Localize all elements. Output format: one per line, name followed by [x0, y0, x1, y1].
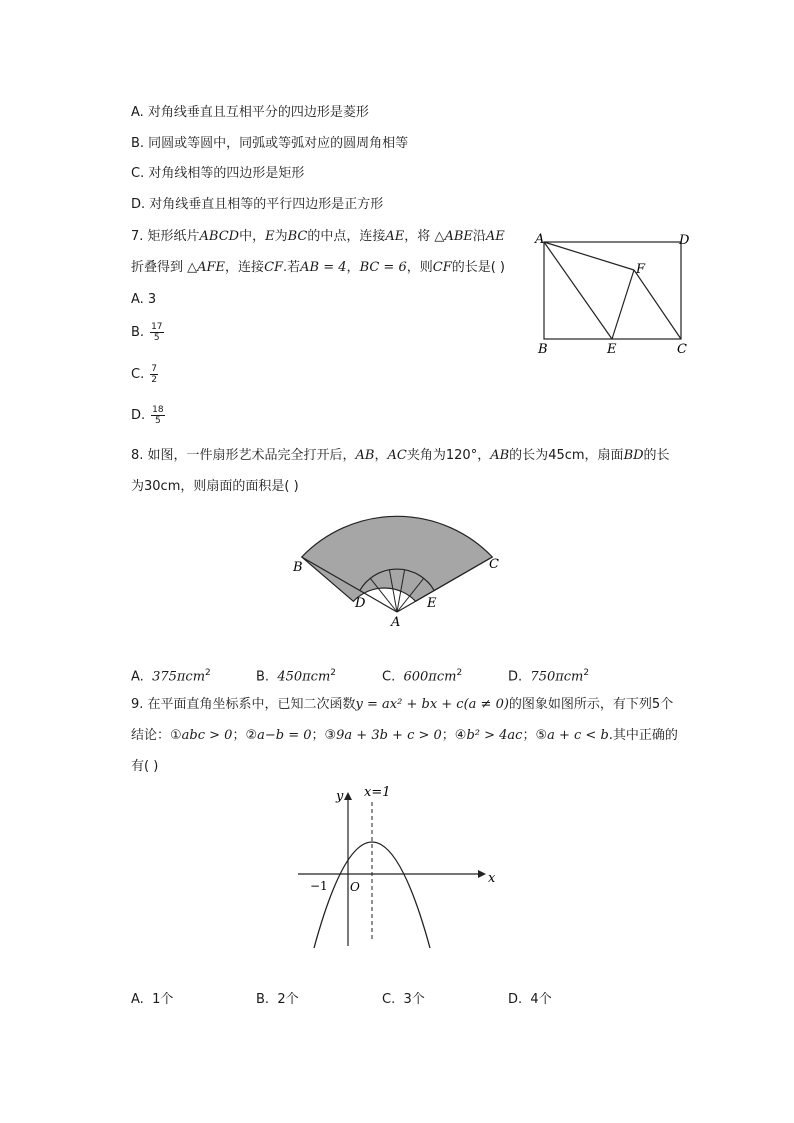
q7-option-d: D. $\frac{18}{5}$ [131, 405, 164, 426]
q7-stem-line2: 折叠得到 △AFE，连接CF.若AB = 4，BC = 6，则CF的长是( ) [131, 260, 505, 275]
rectangle-abcd [544, 242, 681, 339]
segment-ae [544, 242, 612, 339]
x-axis-arrow [478, 870, 486, 878]
segment-af [544, 242, 634, 270]
q7-rectangle-figure [530, 228, 700, 360]
label-b: B [293, 560, 303, 575]
q8-option-c: C. 600πcm$^2$ [382, 668, 463, 685]
q8-option-b: B. 450πcm$^2$ [256, 668, 337, 685]
label-x: x [488, 871, 496, 886]
label-a: A [391, 615, 401, 630]
fan-surface [302, 516, 493, 601]
label-neg1: −1 [310, 879, 328, 893]
q9-stem-line1: 9. 在平面直角坐标系中，已知二次函数y = ax² + bx + c(a ≠ 0)的图象如图所示，有下列5个 [131, 697, 674, 712]
label-origin: O [350, 880, 360, 894]
label-y: y [336, 789, 344, 804]
q7-option-c: C. $\frac{7}{2}$ [131, 364, 157, 385]
label-b: B [538, 342, 548, 357]
prev-option-a: A. 对角线垂直且互相平分的四边形是菱形 [131, 105, 369, 120]
q7-stem-line1: 7. 矩形纸片ABCD中，E为BC的中点，连接AE，将 △ABE沿AE [131, 229, 505, 244]
q7-option-b: B. $\frac{17}{5}$ [131, 322, 163, 343]
q9-parabola-figure [294, 780, 504, 952]
q8-option-a: A. 375πcm$^2$ [131, 668, 211, 685]
fraction: $\frac{17}{5}$ [151, 322, 163, 343]
q9-option-a: A. 1个 [131, 992, 174, 1007]
segment-fc [634, 270, 681, 339]
q8-stem-line2: 为30cm，则扇面的面积是( ) [131, 479, 299, 494]
y-axis-arrow [344, 792, 352, 800]
q7-option-a: A. 3 [131, 292, 157, 307]
fraction: $\frac{18}{5}$ [152, 405, 164, 426]
fraction: $\frac{7}{2}$ [151, 364, 157, 385]
segment-fe [612, 270, 634, 339]
prev-option-d: D. 对角线垂直且相等的平行四边形是正方形 [131, 197, 384, 212]
q9-option-d: D. 4个 [508, 992, 552, 1007]
prev-option-b: B. 同圆或等圆中，同弧或等弧对应的圆周角相等 [131, 136, 409, 151]
label-e: E [427, 596, 437, 611]
label-f: F [636, 262, 646, 277]
q9-option-c: C. 3个 [382, 992, 425, 1007]
q9-stem-line2: 结论：①abc > 0；②a−b = 0；③9a + 3b + c > 0；④b² > 4ac；⑤a + c < b.其中正确的 [131, 728, 678, 743]
q8-option-d: D. 750πcm$^2$ [508, 668, 590, 685]
label-d: D [679, 233, 690, 248]
q9-option-b: B. 2个 [256, 992, 299, 1007]
label-axis-eq: x=1 [364, 785, 391, 800]
label-d: D [355, 596, 366, 611]
q9-stem-line3: 有( ) [131, 759, 159, 774]
label-c: C [489, 557, 499, 572]
q8-stem-line1: 8. 如图，一件扇形艺术品完全打开后，AB，AC夹角为120°，AB的长为45cm，扇面BD的长 [131, 448, 670, 463]
label-a: A [535, 232, 545, 247]
prev-option-c: C. 对角线相等的四边形是矩形 [131, 166, 305, 181]
label-e: E [607, 342, 617, 357]
q8-fan-figure [285, 498, 510, 630]
label-c: C [677, 342, 687, 357]
